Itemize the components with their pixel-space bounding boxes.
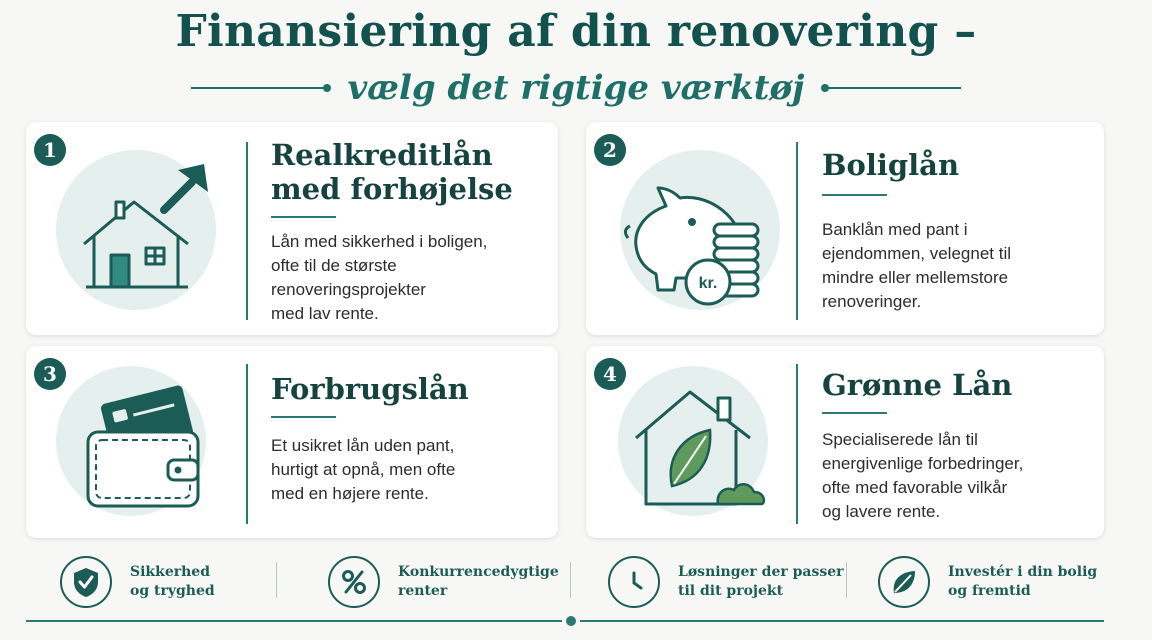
title-underline	[271, 416, 336, 418]
desc-line: mindre eller mellemstore	[822, 268, 1009, 287]
card-realkreditlan	[26, 122, 558, 335]
desc-line: med lav rente.	[271, 304, 379, 323]
subtitle-row	[0, 64, 1152, 112]
desc-line: med en højere rente.	[271, 484, 429, 503]
wallet-card-icon	[26, 346, 246, 538]
desc-line: Banklån med pant i	[822, 220, 968, 239]
desc-line: Et usikret lån uden pant,	[271, 436, 455, 455]
card-number-badge: 3	[34, 358, 66, 390]
percent-icon	[340, 568, 368, 596]
coin-label: kr.	[698, 275, 718, 292]
page-title: Finansiering af din renovering –	[175, 6, 977, 57]
feature-label-line: og tryghed	[130, 583, 215, 599]
card-divider	[246, 142, 248, 320]
desc-line: Specialiserede lån til	[822, 430, 978, 449]
desc-line: renoveringsprojekter	[271, 280, 426, 299]
leaf-icon	[889, 567, 919, 597]
feature-label-line: og fremtid	[948, 583, 1031, 599]
desc-line: ofte med favorable vilkår	[822, 478, 1008, 497]
piggy-bank-icon	[586, 122, 806, 335]
feature-label	[398, 563, 559, 601]
desc-line: energivenlige forbedringer,	[822, 454, 1024, 473]
card-boliglan	[586, 122, 1104, 335]
card-title	[271, 138, 513, 206]
card-number-badge: 4	[594, 358, 626, 390]
desc-line: ofte til de største	[271, 256, 397, 275]
card-divider	[246, 364, 248, 524]
card-title: Grønne Lån	[822, 368, 1013, 402]
card-title-line: med forhøjelse	[271, 172, 513, 206]
card-title-line: Realkreditlån	[271, 138, 493, 172]
feature-label-line: Investér i din bolig	[948, 564, 1098, 580]
feature-divider	[846, 562, 847, 598]
card-title: Boliglån	[822, 148, 960, 182]
feature-rates	[328, 550, 559, 614]
feature-label-line: til dit projekt	[678, 583, 784, 599]
card-divider	[796, 142, 798, 320]
title-underline	[822, 194, 887, 196]
feature-divider	[276, 562, 277, 598]
feature-label-line: Løsninger der passer	[678, 564, 844, 580]
feature-label-line: Konkurrencedygtige	[398, 564, 559, 580]
footer-divider-right	[580, 620, 1104, 622]
feature-label	[678, 563, 844, 601]
card-description	[822, 218, 1112, 314]
feature-solutions	[608, 550, 844, 614]
house-growth-icon	[26, 122, 246, 335]
card-description	[271, 434, 561, 506]
card-description	[271, 230, 561, 326]
green-house-leaf-icon	[586, 346, 806, 538]
page-subtitle: vælg det rigtige værktøj	[347, 68, 805, 108]
card-number-badge: 1	[34, 134, 66, 166]
card-gronne-lan	[586, 346, 1104, 538]
footer-divider-dot	[566, 616, 576, 626]
shield-check-icon	[71, 566, 101, 598]
feature-icon-circle	[878, 556, 930, 608]
desc-line: renoveringer.	[822, 292, 922, 311]
feature-label	[130, 563, 215, 601]
feature-invest	[878, 550, 1097, 614]
footer-divider-left	[26, 620, 562, 622]
desc-line: ejendommen, velegnet til	[822, 244, 1012, 263]
subtitle-divider-left	[191, 87, 326, 89]
feature-label-line: Sikkerhed	[130, 564, 210, 580]
feature-icon-circle	[328, 556, 380, 608]
clock-icon	[619, 567, 649, 597]
desc-line: Lån med sikkerhed i boligen,	[271, 232, 488, 251]
title-underline	[271, 216, 336, 218]
subtitle-divider-right	[826, 87, 961, 89]
feature-label	[948, 563, 1097, 601]
feature-label-line: renter	[398, 583, 448, 599]
feature-icon-circle	[608, 556, 660, 608]
feature-security	[60, 550, 215, 614]
card-forbrugslan	[26, 346, 558, 538]
feature-icon-circle	[60, 556, 112, 608]
title-underline	[822, 412, 887, 414]
card-title: Forbrugslån	[271, 372, 469, 406]
feature-divider	[570, 562, 571, 598]
card-description	[822, 428, 1112, 524]
desc-line: hurtigt at opnå, men ofte	[271, 460, 456, 479]
card-divider	[796, 364, 798, 524]
card-number-badge: 2	[594, 134, 626, 166]
desc-line: og lavere rente.	[822, 502, 941, 521]
